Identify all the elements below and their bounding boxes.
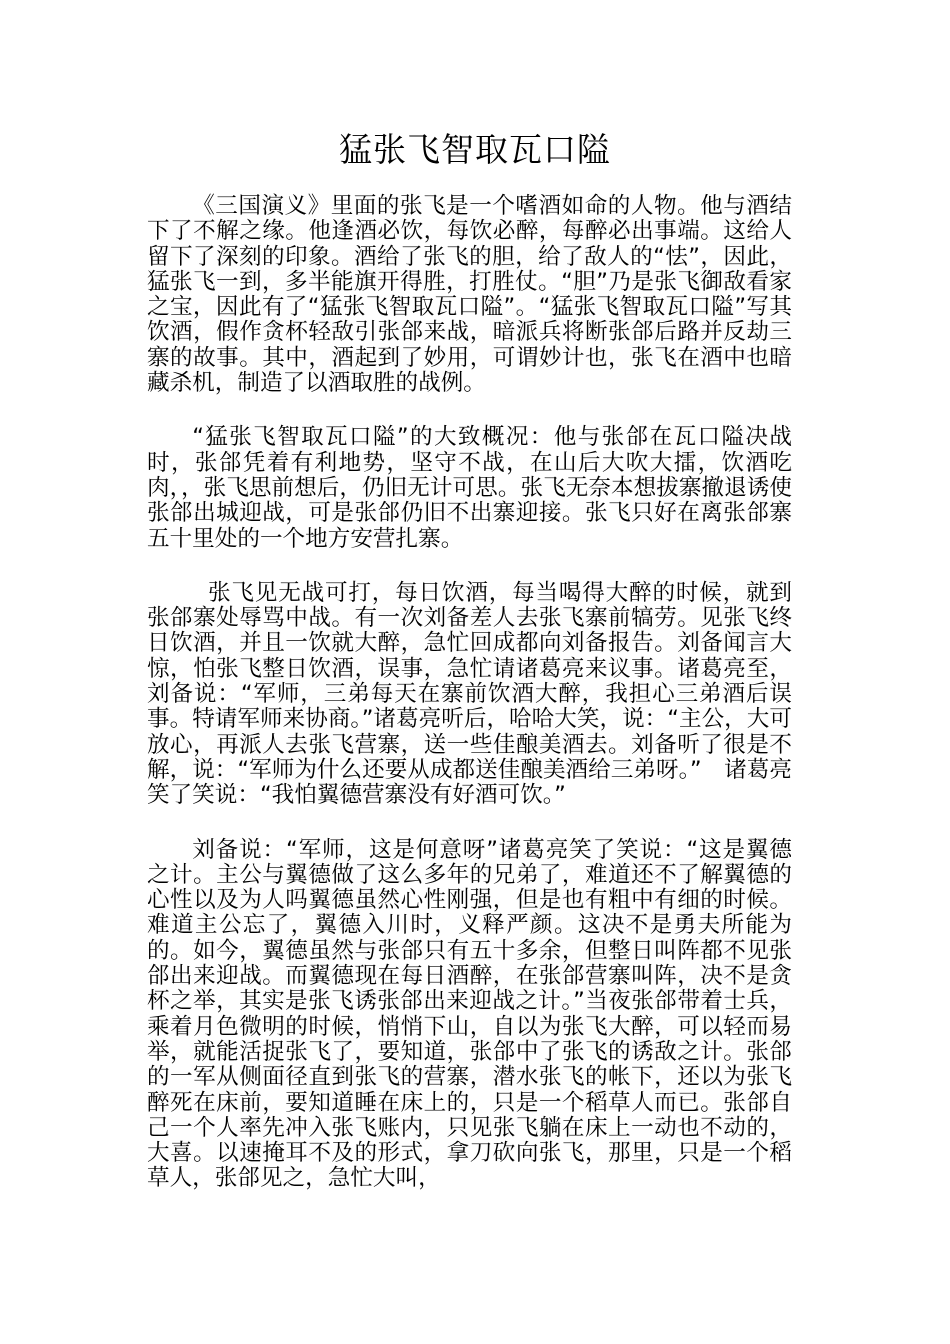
paragraph-1: 《三国演义》里面的张飞是一个嗜酒如命的人物。他与酒结下了不解之缘。他逢酒必饮，每饮必醉，每醉必出事端。这给人留下了深刻的印象。酒给了张飞的胆，给了敌人的“怯”，因此，猛张飞一到，多半能旗开得胜，打胜仗。“胆”乃是张飞御敌看家之宝，因此有了“猛张飞智取瓦口隘”。“猛张飞智取瓦口隘”写其饮酒，假作贪杯轻敌引张郃来战，暗派兵将断张郃后路并反劫三寨的故事。其中，酒起到了妙用，可谓妙计也，张飞在酒中也暗藏杀机，制造了以酒取胜的战例。	[147, 193, 792, 397]
paragraph-2: “猛张飞智取瓦口隘”的大致概况：他与张郃在瓦口隘决战时，张郃凭着有利地势，坚守不战，在山后大吹大擂，饮酒吃肉，，张飞思前想后，仍旧无计可思。张飞无奈本想拔寨撤退诱使张郃出城迎战，可是张郃仍旧不出寨迎接。张飞只好在离张郃寨五十里处的一个地方安营扎寨。	[147, 424, 792, 552]
paragraph-4: 刘备说：“军师，这是何意呀”诸葛亮笑了笑说：“这是翼德之计。主公与翼德做了这么多年的兄弟了，难道还不了解翼德的心性以及为人吗翼德虽然心性刚强，但是也有粗中有细的时候。难道主公忘了，翼德入川时，义释严颜。这决不是勇夫所能为的。如今，翼德虽然与张郃只有五十多余，但整日叫阵都不见张郃出来迎战。而翼德现在每日酒醉，在张郃营寨叫阵，决不是贪杯之举，其实是张飞诱张郃出来迎战之计。”当夜张郃带着士兵，乘着月色微明的时候，悄悄下山，自以为张飞大醉，可以轻而易举，就能活捉张飞了，要知道，张郃中了张飞的诱敌之计。张郃的一军从侧面径直到张飞的营寨，潜水张飞的帐下，还以为张飞醉死在床前，要知道睡在床上的，只是一个稻草人而已。张郃自己一个人率先冲入张飞账内，只见张飞躺在床上一动也不动的，大喜。以速掩耳不及的形式，拿刀砍向张飞，那里，只是一个稻草人，张郃见之，急忙大叫，	[147, 836, 792, 1192]
paragraph-3: 张飞见无战可打，每日饮酒，每当喝得大醉的时候，就到张郃寨处辱骂中战。有一次刘备差人去张飞寨前犒劳。见张飞终日饮酒，并且一饮就大醉，急忙回成都向刘备报告。刘备闻言大惊，怕张飞整日饮酒，误事，急忙请诸葛亮来议事。诸葛亮至，刘备说：“军师，三弟每天在寨前饮酒大醉，我担心三弟酒后误事。特请军师来协商。”诸葛亮听后，哈哈大笑，说：“主公，大可放心，再派人去张飞营寨，送一些佳酿美酒去。刘备听了很是不解，说：“军师为什么还要从成都送佳酿美酒给三弟呀。” 诸葛亮笑了笑说：“我怕翼德营寨没有好酒可饮。”	[147, 579, 792, 809]
document-body	[147, 194, 792, 1221]
document-title: 猛张飞智取瓦口隘	[339, 130, 611, 169]
